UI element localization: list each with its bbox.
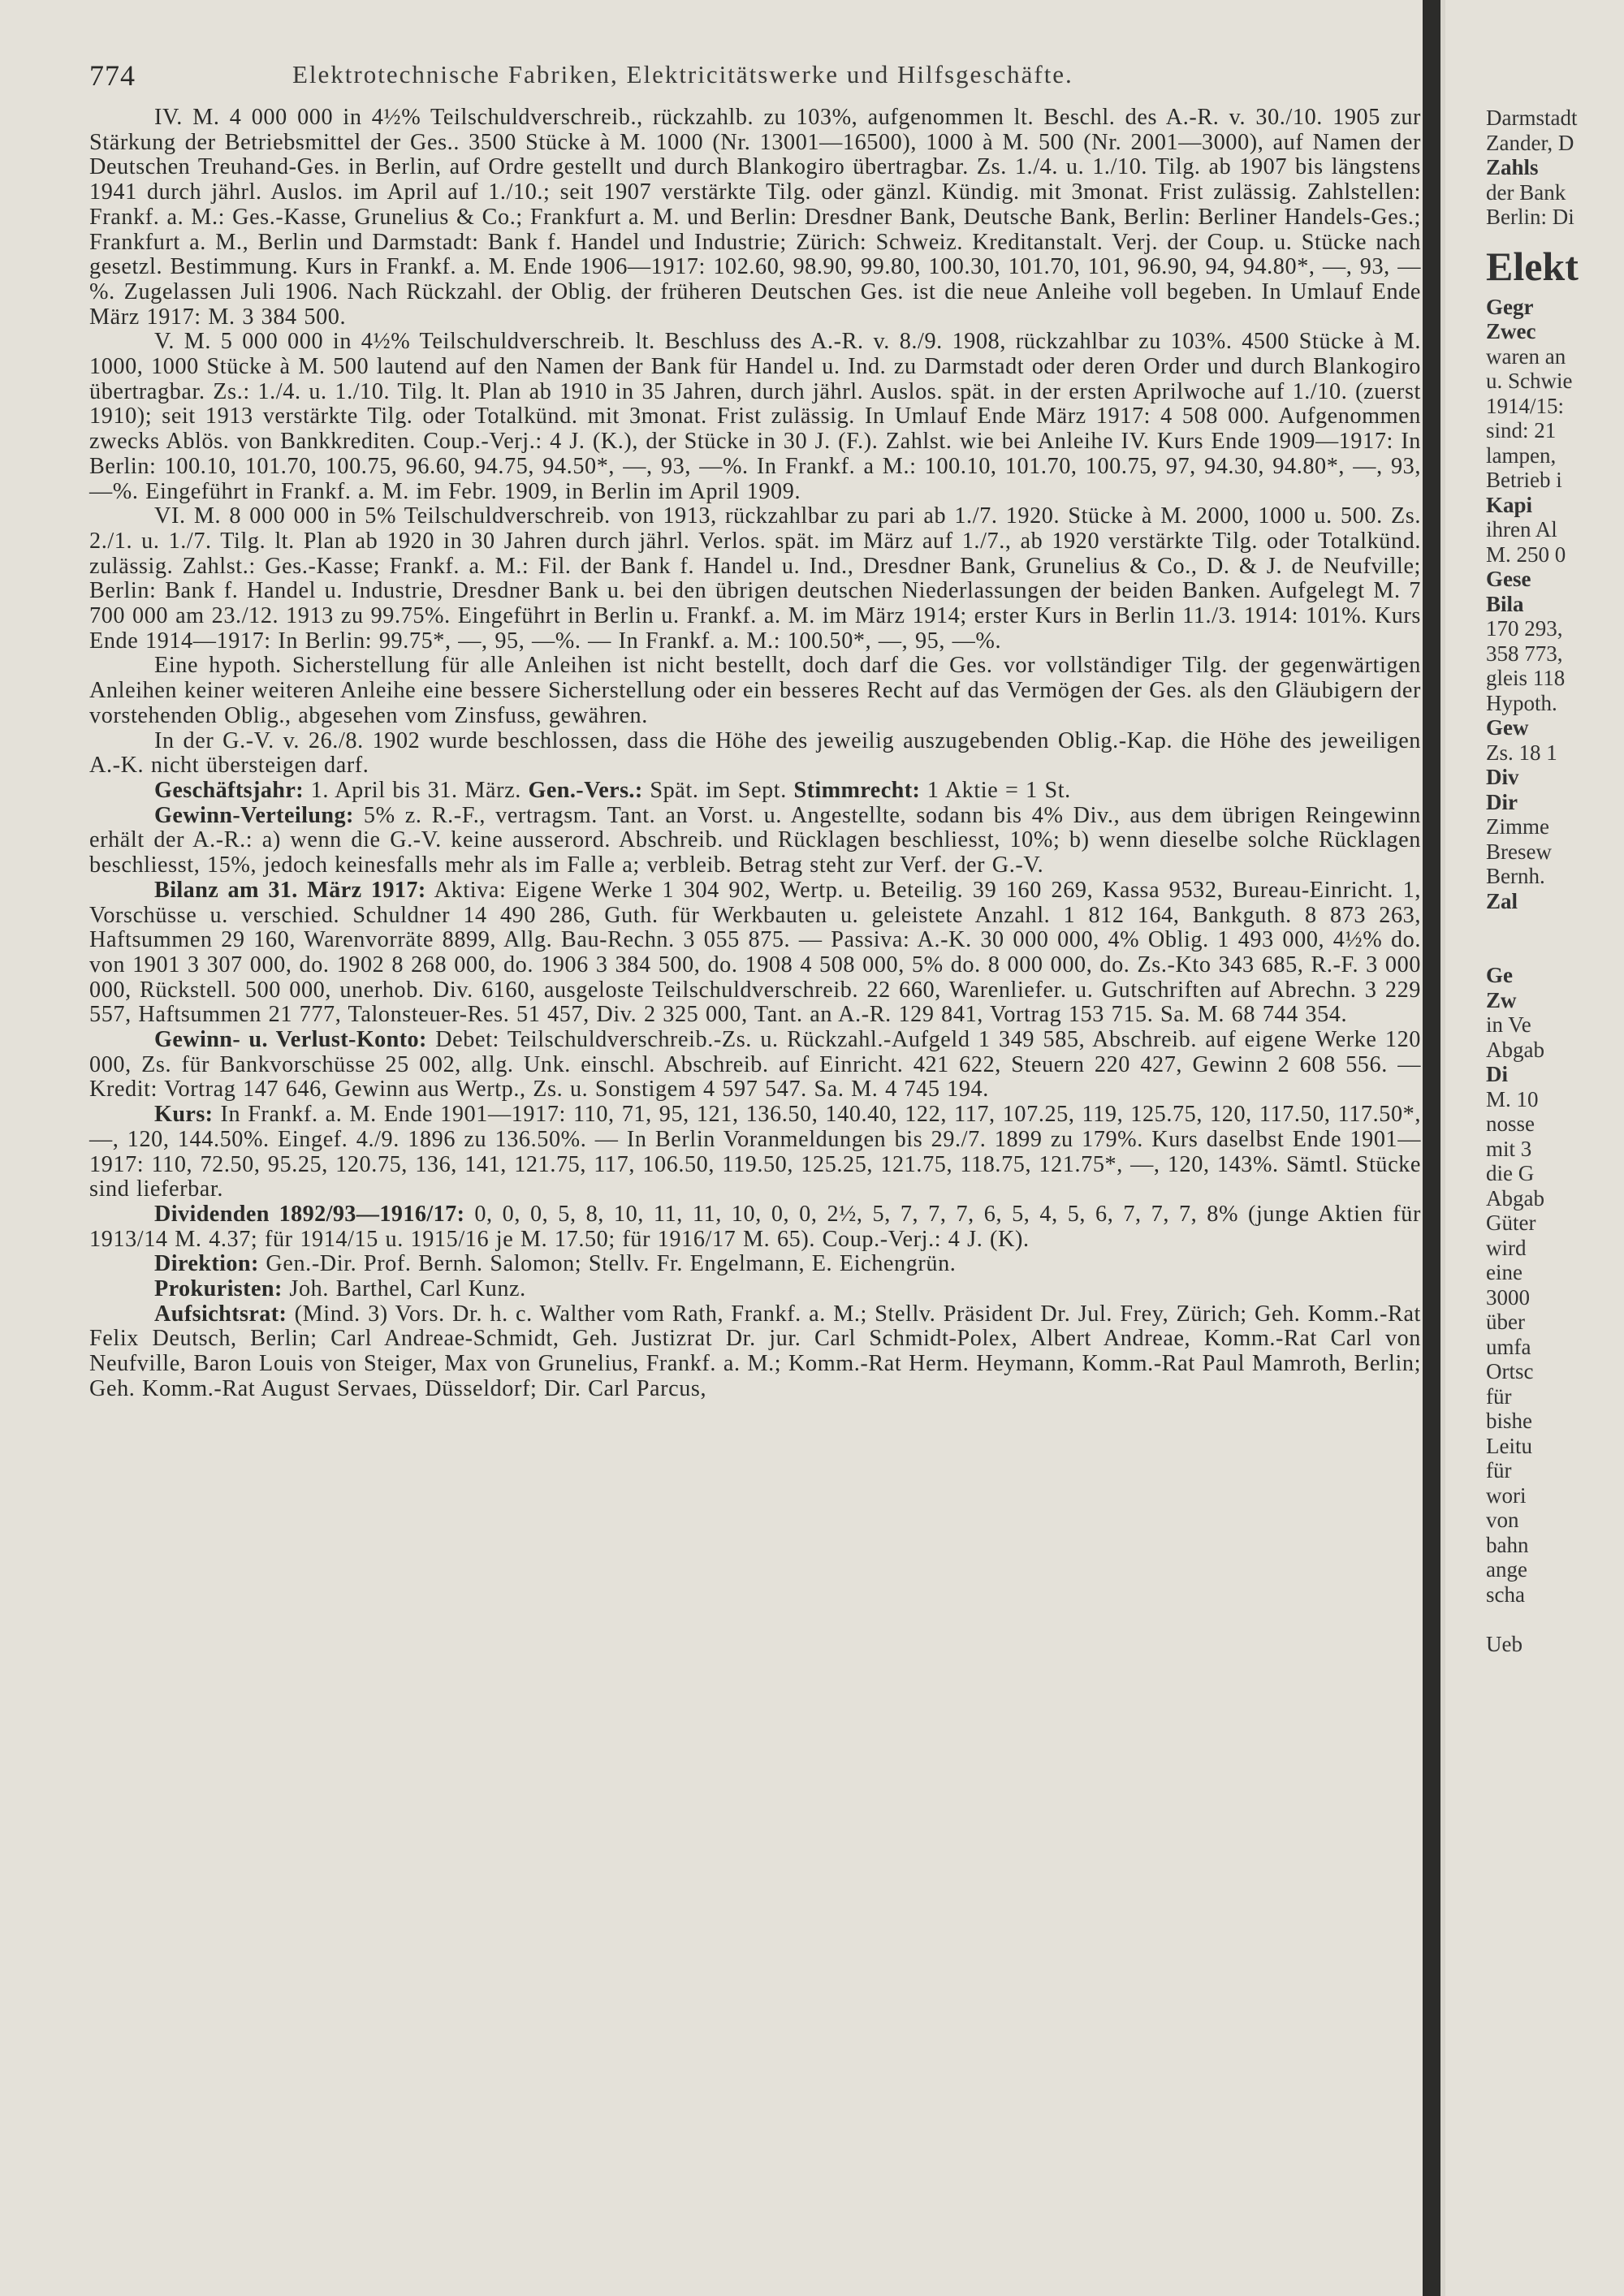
kurs-text: In Frankf. a. M. Ende 1901—1917: 110, 71, 95, 121, 136.50, 140.40, 122, 117, 107.25, 119, 125.75, 120, 117.50, 117.50*, —, 120, 144.50%. Eingef. 4./9. 1896 zu 136.50%. — In Berlin Voranmeldungen bis 29./7. 1899 zu 179%. Kurs daselbst Ende 1901—1917: 110, 72.50, 95.25, 120.75, 136, 141, 121.75, 117, 106.50, 119.50, 125.25, 121.75, 118.75, 121.75*, —, 120, 143%. Sämtl. Stücke sind lieferbar. — [89, 1102, 1421, 1202]
adjacent-page-fragment: Gew — [1486, 715, 1529, 740]
adjacent-page-fragment: Bresew — [1486, 839, 1552, 864]
adjacent-page-fragment: Ge — [1486, 963, 1513, 987]
adjacent-page-fragment: mit 3 — [1486, 1136, 1532, 1161]
adjacent-page-fragment: Zs. 18 1 — [1486, 740, 1557, 765]
adjacent-page-fragment: Gegr — [1486, 294, 1534, 319]
section-gewinn-verlust — [89, 1028, 1421, 1103]
gewinn-verteilung-label: Gewinn-Verteilung: — [154, 802, 354, 828]
adjacent-page-fragment: Div — [1486, 765, 1519, 789]
direktion-text: Gen.-Dir. Prof. Bernh. Salomon; Stellv. Fr. Engelmann, E. Eichengrün. — [258, 1251, 957, 1277]
adjacent-page-fragment: M. 10 — [1486, 1086, 1539, 1111]
page-gutter-edge — [1440, 0, 1445, 2296]
page-gutter-divider — [1423, 0, 1440, 2296]
page-number: 774 — [89, 59, 136, 92]
adjacent-page-fragment: Hypoth. — [1486, 690, 1557, 715]
aufsichtsrat-text: (Mind. 3) Vors. Dr. h. c. Walther vom Rath, Frankf. a. M.; Stellv. Präsident Dr. Jul. Frey, Zürich; Geh. Komm.-Rat Felix Deutsch, Berlin; Carl Andreae-Schmidt, Geh. Justizrat Dr. jur. Carl Schmidt-Polex, Albert Andreae, Komm.-Rat Carl von Neufville, Baron Louis von Steiger, Max von Grunelius, Frankf. a. M.; Komm.-Rat Herm. Heymann, Komm.-Rat Paul Mamroth, Berlin; Geh. Komm.-Rat August Servaes, Düsseldorf; Dir. Carl Parcus, — [89, 1301, 1421, 1401]
geschaeftsjahr-label: Geschäftsjahr: — [154, 777, 304, 803]
adjacent-page-fragment: Zal — [1486, 888, 1518, 913]
adjacent-page-fragment: über — [1486, 1310, 1525, 1334]
adjacent-page-fragment: der Bank — [1486, 179, 1566, 205]
paragraph-anleihe-vi: VI. M. 8 000 000 in 5% Teilschuldverschreib. von 1913, rückzahlbar zu pari ab 1./7. 1920. Stücke à M. 2000, 1000 u. 500. Zs. 2./1. u. 1./7. Tilg. lt. Plan ab 1920 in 30 Jahren durch jährl. Verlos. spät. im März auf 1./7., ab 1920 verstärkte Tilg. oder Totalkünd. zulässig. Zahlst.: Ges.-Kasse; Frankf. a. M.: Fil. der Bank f. Handel u. Ind., Dresdner Bank, Grunelius & Co., D. & J. de Neufville; Berlin: Bank f. Handel u. Industrie, Dresdner Bank u. bei den übrigen deutschen Niederlassungen der beiden Banken. Aufgelegt M. 7 700 000 am 23./12. 1913 zu 99.75%. Eingeführt in Berlin u. Frankf. a. M. im März 1914; erster Kurs in Berlin 11./3. 1914: 101%. Kurs Ende 1914—1917: In Berlin: 99.75*, —, 95, —%. — In Frankf. a. M.: 100.50*, —, 95, —%. — [89, 503, 1421, 654]
adjacent-page-fragment: Bila — [1486, 591, 1524, 616]
adjacent-page-fragment: Leitu — [1486, 1433, 1532, 1458]
paragraph-sicherstellung: Eine hypoth. Sicherstellung für alle Anleihen ist nicht bestellt, doch darf die Ges. vor vollständiger Tilg. der gegenwärtigen Anleihen keiner weiteren Anleihe eine bessere Sicherstellung oder ein besseres Recht auf das Vermögen der Ges. als den Gläubigern der vorstehenden Oblig., abgesehen vom Zinsfuss, gewähren. — [89, 653, 1421, 728]
adjacent-page-fragment: Güter — [1486, 1211, 1536, 1235]
adjacent-page-fragment — [1486, 939, 1624, 964]
adjacent-page-fragment: Zimme — [1486, 814, 1549, 839]
adjacent-page-fragment — [1486, 913, 1624, 939]
section-geschaeftsjahr-line — [89, 779, 1421, 804]
adjacent-page-fragment: ange — [1486, 1557, 1527, 1582]
adjacent-page-fragment: bishe — [1486, 1409, 1532, 1433]
adjacent-page-fragment: Zahls — [1486, 155, 1539, 179]
adjacent-page-fragment: eine — [1486, 1260, 1522, 1284]
section-aufsichtsrat — [89, 1302, 1421, 1402]
adjacent-page-fragment: 170 293, — [1486, 616, 1563, 641]
adjacent-page-fragment: umfa — [1486, 1334, 1531, 1359]
gewinn-verlust-text: Debet: Teilschuldverschreib.-Zs. u. Rückzahl.-Aufgeld 1 349 585, Abschreib. auf eigene Werke 120 000, Zs. für Bankvorschüsse 25 002, allg. Unk. einschl. Abschreib. auf Einricht. 421 622, Steuern 220 427, Gewinn 2 608 556. — Kredit: Vortrag 147 646, Gewinn aus Wertp., Zs. u. Sonstigem 4 597 547. Sa. M. 4 745 194. — [89, 1027, 1421, 1103]
adjacent-page-fragment: Zw — [1486, 987, 1517, 1012]
section-dividenden — [89, 1202, 1421, 1252]
section-bilanz — [89, 878, 1421, 1028]
adjacent-page-fragment: Kapi — [1486, 492, 1533, 517]
geschaeftsjahr-text: 1. April bis 31. März. — [304, 777, 521, 803]
adjacent-page-fragment: u. Schwie — [1486, 369, 1573, 393]
adjacent-page-fragment: Abgab — [1486, 1185, 1544, 1211]
adjacent-page-fragment: waren an — [1486, 343, 1566, 369]
adjacent-page-fragment: für — [1486, 1383, 1512, 1409]
adjacent-page-fragment: in Ve — [1486, 1012, 1531, 1037]
gewinn-verlust-label: Gewinn- u. Verlust-Konto: — [154, 1027, 427, 1053]
adjacent-page-fragment: Dir — [1486, 789, 1518, 814]
adjacent-page-fragment: gleis 118 — [1486, 666, 1566, 690]
direktion-label: Direktion: — [154, 1251, 259, 1277]
adjacent-page-fragment: Zander, D — [1486, 130, 1574, 155]
article-body — [89, 106, 1421, 1402]
adjacent-page-fragment: für — [1486, 1458, 1512, 1482]
section-gewinn-verteilung — [89, 804, 1421, 878]
adjacent-page-fragment: Ueb — [1486, 1631, 1522, 1656]
adjacent-page-fragment — [1486, 1607, 1624, 1632]
stimmrecht-text: 1 Aktie = 1 St. — [920, 777, 1071, 803]
adjacent-page-fragment: M. 250 0 — [1486, 542, 1566, 567]
adjacent-page-fragment: lampen, — [1486, 442, 1557, 468]
adjacent-page-fragment: bahn — [1486, 1532, 1529, 1557]
adjacent-page-fragment: scha — [1486, 1582, 1525, 1607]
adjacent-page-fragment: 1914/15: — [1486, 393, 1565, 418]
adjacent-page-fragment: Darmstadt — [1486, 106, 1578, 130]
section-prokuristen — [89, 1277, 1421, 1302]
adjacent-page-fragment: Elekt — [1486, 243, 1579, 289]
page-main-column — [89, 49, 1421, 1402]
section-direktion — [89, 1252, 1421, 1277]
adjacent-page-fragments — [1486, 106, 1624, 1656]
adjacent-page-fragment: Zwec — [1486, 319, 1536, 343]
adjacent-page-fragment: nosse — [1486, 1111, 1535, 1136]
adjacent-page-fragment: Abgab — [1486, 1037, 1544, 1062]
dividenden-label: Dividenden 1892/93—1916/17: — [154, 1201, 465, 1227]
aufsichtsrat-label: Aufsichtsrat: — [154, 1301, 287, 1327]
bilanz-label: Bilanz am 31. März 1917: — [154, 877, 426, 903]
adjacent-page-fragment: Gese — [1486, 567, 1531, 591]
adjacent-page-fragment: Betrieb i — [1486, 468, 1562, 492]
running-head: Elektrotechnische Fabriken, Elektricitätswerke und Hilfsgeschäfte. — [292, 60, 1073, 88]
gen-vers-text: Spät. im Sept. — [642, 777, 787, 803]
paragraph-gv-beschluss: In der G.-V. v. 26./8. 1902 wurde beschlossen, dass die Höhe des jeweilig auszugebenden Oblig.-Kap. die Höhe des jeweiligen A.-K. nicht übersteigen darf. — [89, 727, 1421, 779]
prokuristen-text: Joh. Barthel, Carl Kunz. — [282, 1276, 526, 1302]
gewinn-verteilung-text: 5% z. R.-F., vertragsm. Tant. an Vorst. u. Angestellte, sodann bis 4% Div., aus dem übrigen Reingewinn erhält der A.-R.: a) wenn die G.-V. keine ausserord. Abschreib. und Rücklagen beschliesst, 10%; b) wenn dieselbe solche Rücklagen beschliesst, 15%, jedoch keinesfalls mehr als im Falle a; verbleib. Betrag steht zur Verf. der G.-V. — [89, 802, 1421, 878]
adjacent-page-fragment: wird — [1486, 1235, 1527, 1260]
adjacent-page-fragment: Ortsc — [1486, 1359, 1534, 1383]
adjacent-page-fragment: wori — [1486, 1482, 1527, 1508]
adjacent-page-fragment: Di — [1486, 1062, 1508, 1086]
dividenden-text: 0, 0, 0, 5, 8, 10, 11, 11, 10, 0, 0, 2½, 5, 7, 7, 7, 6, 5, 4, 5, 6, 7, 7, 7, 8% (junge Aktien für 1913/14 M. 4.37; für 1914/15 u. 1915/16 je M. 17.50; für 1916/17 M. 65). Coup.-Verj.: 4 J. (K). — [89, 1201, 1421, 1252]
paragraph-anleihe-iv: IV. M. 4 000 000 in 4½% Teilschuldverschreib., rückzahlb. zu 103%, aufgenommen lt. Beschl. des A.-R. v. 30./10. 1905 zur Stärkung der Betriebsmittel der Ges.. 3500 Stücke à M. 1000 (Nr. 13001—16500), 1000 à M. 500 (Nr. 2001—3000), auf Namen der Deutschen Treuhand-Ges. in Berlin, auf Ordre gestellt und durch Blankogiro übertragbar. Zs. 1./4. u. 1./10. Tilg. ab 1907 bis längstens 1941 durch jährl. Auslos. im April auf 1./10.; seit 1907 verstärkte Tilg. oder gänzl. Kündig. mit 3monat. Frist zulässig. Zahlstellen: Frankf. a. M.: Ges.-Kasse, Grunelius & Co.; Frankfurt a. M. und Berlin: Dresdner Bank, Deutsche Bank, Berlin: Berliner Handels-Ges.; Frankfurt a. M., Berlin und Darmstadt: Bank f. Handel und Industrie; Zürich: Schweiz. Kreditanstalt. Verj. der Coup. u. Stücke nach gesetzl. Bestimmung. Kurs in Frankf. a. M. Ende 1906—1917: 102.60, 98.90, 99.80, 100.30, 101.70, 101, 96.90, 94, 94.80*, —, 93, —%. Zugelassen Juli 1906. Nach Rückzahl. der Oblig. der früheren Deutschen Ges. ist die neue Anleihe voll begeben. In Umlauf Ende März 1917: M. 3 384 500. — [89, 105, 1421, 330]
adjacent-page-fragment: ihren Al — [1486, 517, 1557, 542]
page-header — [89, 49, 1421, 106]
bilanz-text: Aktiva: Eigene Werke 1 304 902, Wertp. u. Beteilig. 39 160 269, Kassa 9532, Bureau-Einricht. 1, Vorschüsse u. verschied. Schuldner 14 490 286, Guth. für Werkbauten u. geleistete Anzahl. 1 812 164, Bankguth. 8 873 263, Haftsummen 29 160, Warenvorräte 8899, Allg. Bau-Rechn. 3 055 875. — Passiva: A.-K. 30 000 000, 4% Oblig. 1 493 000, 4½% do. von 1901 3 307 000, do. 1902 8 268 000, do. 1906 3 384 500, do. 1908 4 508 000, 5% do. 8 000 000, do. Zs.-Kto 343 685, R.-F. 3 000 000, Rückstell. 500 000, unerhob. Div. 6160, ausgeloste Teilschuldverschreib. 22 660, Warenliefer. u. Gutschriften auf Abrechn. 3 229 557, Haftsummen 21 777, Talonsteuer-Res. 51 457, Div. 2 325 000, Tant. an A.-R. 129 841, Vortrag 153 715. Sa. M. 68 744 354. — [89, 877, 1421, 1028]
stimmrecht-label: Stimmrecht: — [793, 777, 921, 803]
adjacent-page-fragment: Berlin: Di — [1486, 205, 1574, 229]
kurs-label: Kurs: — [154, 1102, 214, 1128]
adjacent-page-fragment: von — [1486, 1508, 1519, 1532]
adjacent-page-fragment: sind: 21 — [1486, 418, 1557, 442]
adjacent-page-fragment: 358 773, — [1486, 641, 1563, 666]
adjacent-page-fragment: Bernh. — [1486, 864, 1545, 888]
paragraph-anleihe-v: V. M. 5 000 000 in 4½% Teilschuldverschreib. lt. Beschluss des A.-R. v. 8./9. 1908, rückzahlbar zu 103%. 4500 Stücke à M. 1000, 1000 Stücke à M. 500 lautend auf den Namen der Bank für Handel u. Ind. zu Darmstadt oder deren Order und durch Blankogiro übertragbar. Zs.: 1./4. u. 1./10. Tilg. lt. Plan ab 1910 in 35 Jahren, durch jährl. Auslos. spät. in der ersten Aprilwoche auf 1./10. (zuerst 1910); seit 1913 verstärkte Tilg. oder Totalkünd. mit 3monat. Frist zulässig. In Umlauf Ende März 1917: 4 508 000. Aufgenommen zwecks Ablös. von Bankkrediten. Coup.-Verj.: 4 J. (K.), der Stücke in 30 J. (F.). Zahlst. wie bei Anleihe IV. Kurs Ende 1909—1917: In Berlin: 100.10, 101.70, 100.75, 96.60, 94.75, 94.50*, —, 93, —%. In Frankf. a M.: 100.10, 101.70, 100.75, 97, 94.30, 94.80*, —, 93, —%. Eingeführt in Frankf. a. M. im Febr. 1909, in Berlin im April 1909. — [89, 329, 1421, 504]
section-kurs — [89, 1103, 1421, 1202]
adjacent-page-fragment: die G — [1486, 1161, 1535, 1185]
adjacent-page-fragment: 3000 — [1486, 1284, 1530, 1310]
prokuristen-label: Prokuristen: — [154, 1276, 283, 1302]
gen-vers-label: Gen.-Vers.: — [528, 777, 643, 803]
